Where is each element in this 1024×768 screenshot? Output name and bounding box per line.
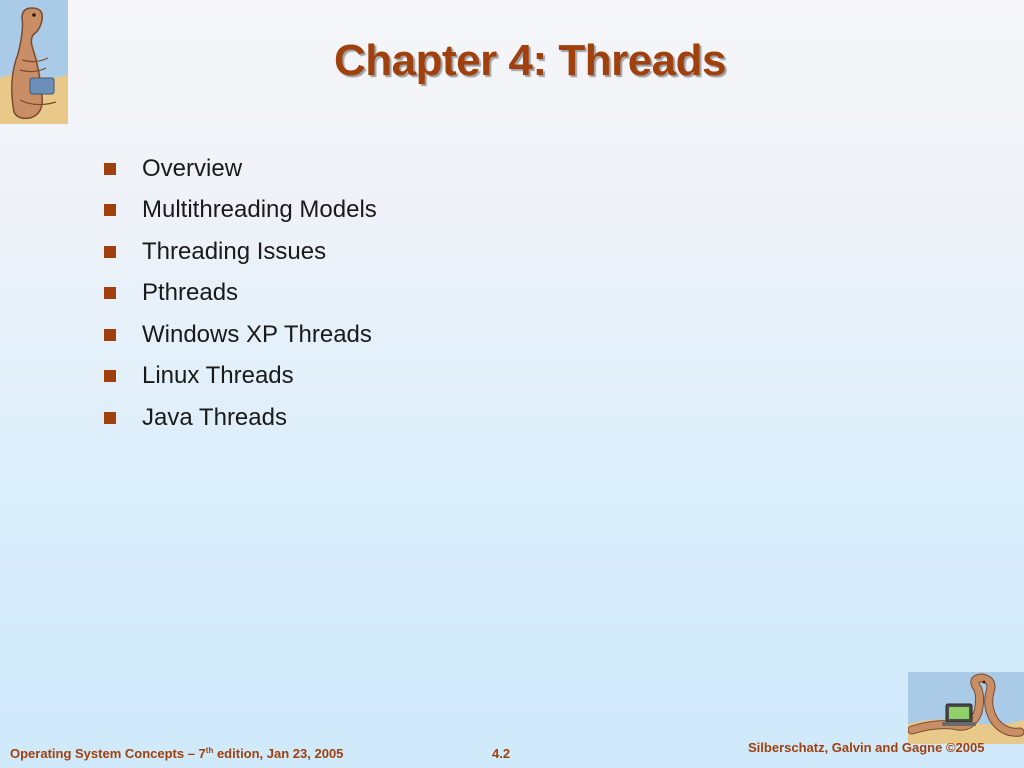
bullet-text: Overview	[142, 154, 243, 182]
square-bullet-icon	[104, 329, 116, 341]
bullet-text: Threading Issues	[142, 237, 327, 265]
bullet-item-pthreads	[104, 273, 377, 315]
footer	[0, 740, 1024, 766]
footer-book-superscript: th	[205, 746, 214, 755]
square-bullet-icon	[104, 163, 116, 175]
bullet-text: Windows XP Threads	[142, 320, 372, 348]
bullet-item-windows-xp-threads	[104, 314, 377, 356]
bullet-item-overview	[104, 148, 377, 190]
slide-title: Chapter 4: Threads	[334, 36, 726, 85]
bullet-text: Java Threads	[142, 403, 287, 431]
bullet-list	[104, 148, 377, 439]
dinosaur-laptop-icon	[908, 672, 1024, 744]
square-bullet-icon	[104, 204, 116, 216]
footer-book-suffix: edition, Jan 23, 2005	[213, 746, 344, 761]
square-bullet-icon	[104, 287, 116, 299]
footer-copyright: Silberschatz, Galvin and Gagne ©2005	[748, 740, 985, 755]
bullet-item-threading-issues	[104, 231, 377, 273]
square-bullet-icon	[104, 246, 116, 258]
page-number: 4.2	[492, 746, 511, 761]
bullet-item-multithreading-models	[104, 190, 377, 232]
bullet-text: Pthreads	[142, 279, 239, 307]
bullet-item-java-threads	[104, 397, 377, 439]
footer-book-title	[10, 746, 343, 761]
square-bullet-icon	[104, 370, 116, 382]
bullet-text: Linux Threads	[142, 362, 294, 390]
footer-book-prefix: Operating System Concepts – 7	[10, 746, 206, 761]
square-bullet-icon	[104, 412, 116, 424]
bullet-item-linux-threads	[104, 356, 377, 398]
bullet-text: Multithreading Models	[142, 196, 377, 224]
